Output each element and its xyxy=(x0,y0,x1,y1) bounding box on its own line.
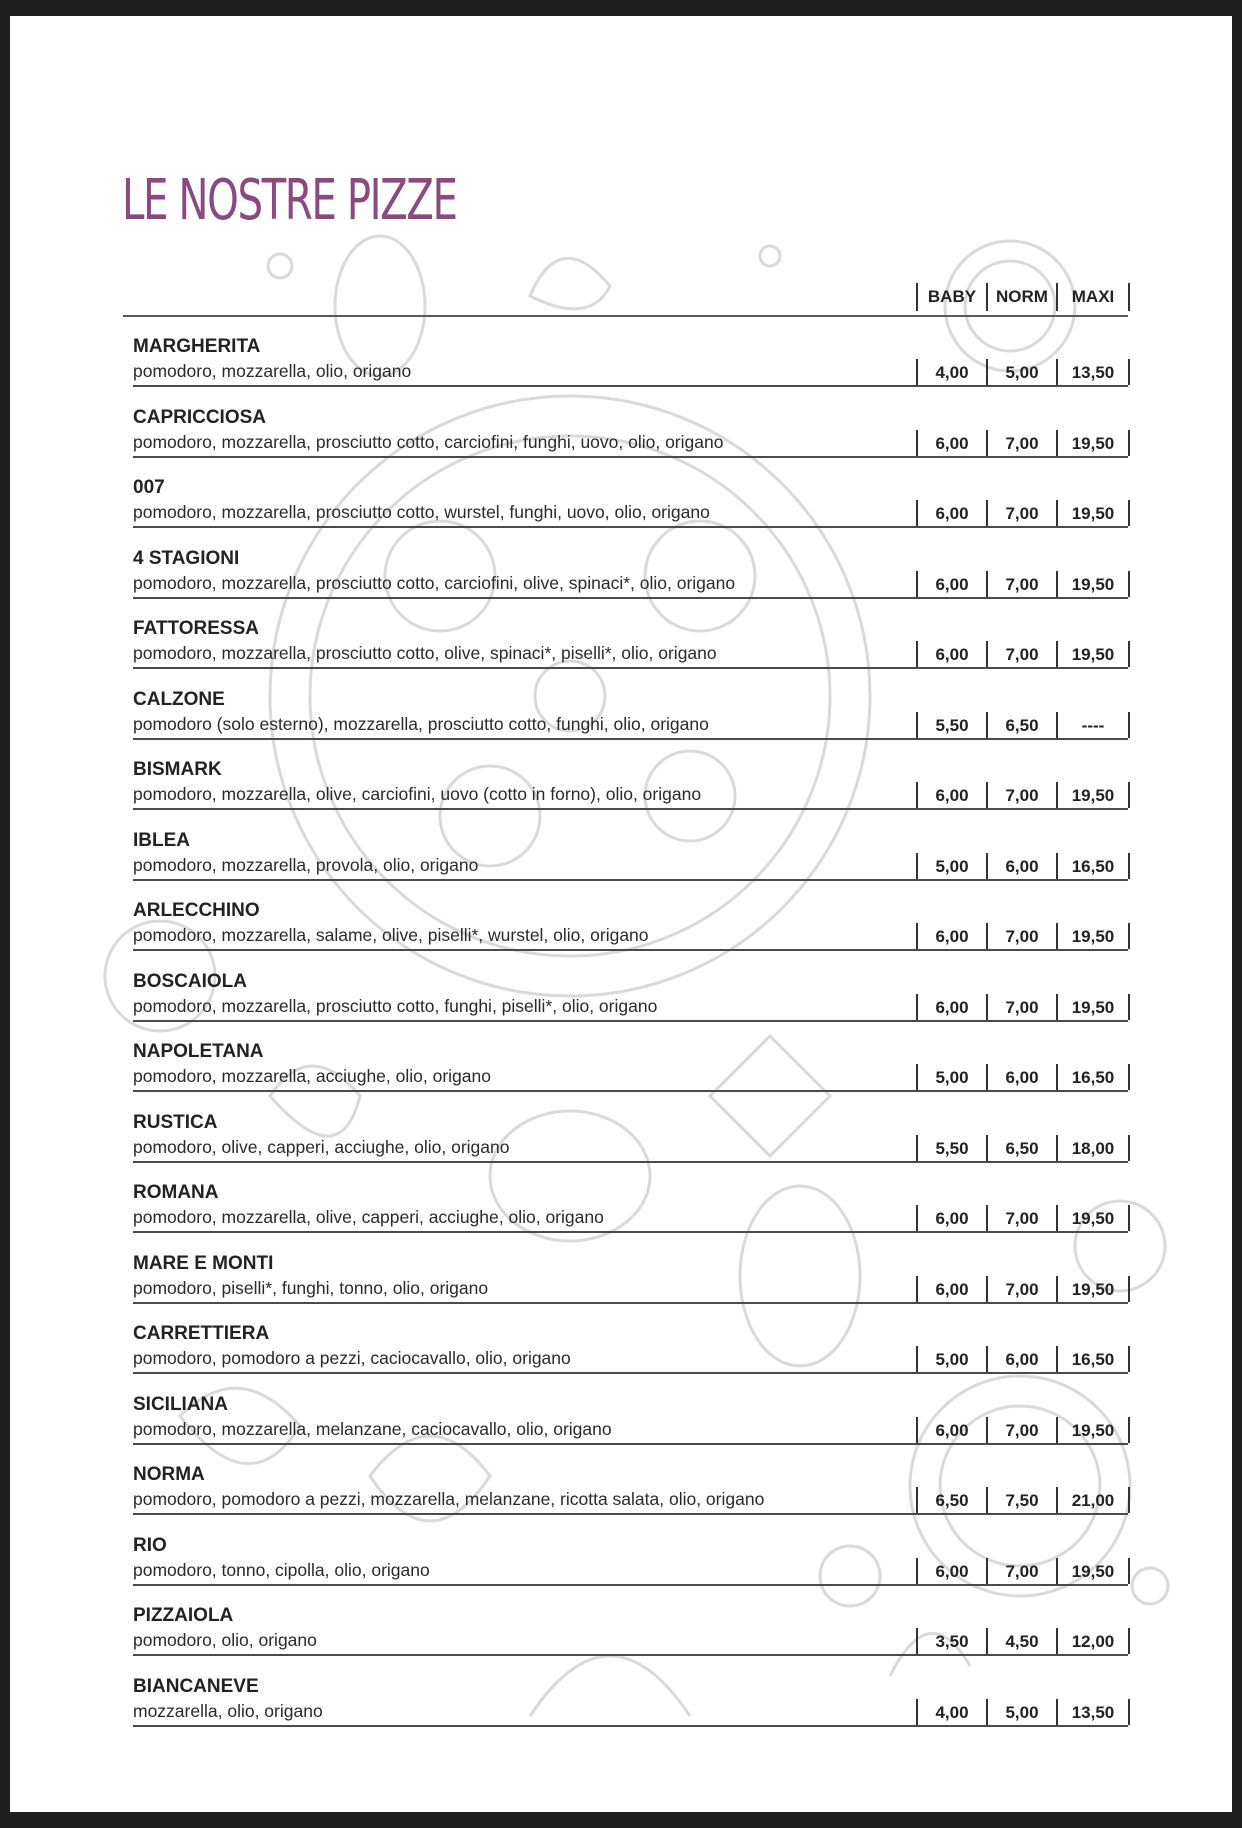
price-norm: 6,50 xyxy=(986,712,1056,738)
list-item xyxy=(123,1604,1128,1675)
pizza-name: NAPOLETANA xyxy=(133,1041,264,1062)
row-divider xyxy=(133,597,1128,599)
pizza-name: MARE E MONTI xyxy=(133,1252,274,1274)
row-divider xyxy=(133,949,1128,951)
pizza-ingredients: pomodoro, mozzarella, prosciutto cotto, carciofini, funghi, uovo, olio, origano xyxy=(133,431,724,452)
price-baby: 6,00 xyxy=(916,1276,986,1302)
price-maxi: 16,50 xyxy=(1056,1064,1130,1090)
price-norm: 7,00 xyxy=(986,994,1056,1020)
pizza-name: SICILIANA xyxy=(133,1393,228,1415)
row-divider xyxy=(133,879,1128,881)
price-maxi: 19,50 xyxy=(1056,641,1130,667)
price-baby: 4,00 xyxy=(916,1699,986,1725)
price-norm: 5,00 xyxy=(986,359,1056,385)
pizza-ingredients: pomodoro, mozzarella, prosciutto cotto, carciofini, olive, spinaci*, olio, origano xyxy=(133,572,736,593)
price-baby: 6,00 xyxy=(916,1417,986,1443)
price-norm: 7,00 xyxy=(986,782,1056,808)
price-baby: 5,00 xyxy=(916,1064,986,1090)
row-divider xyxy=(133,1372,1128,1374)
pizza-ingredients: pomodoro, mozzarella, acciughe, olio, origano xyxy=(133,1066,491,1086)
row-divider xyxy=(133,1654,1128,1656)
price-norm: 6,50 xyxy=(986,1135,1056,1161)
list-item xyxy=(123,758,1128,829)
list-item xyxy=(123,1111,1128,1182)
list-item xyxy=(123,476,1128,547)
row-divider xyxy=(133,808,1128,810)
column-header-norm: NORM xyxy=(986,283,1056,311)
price-maxi: 16,50 xyxy=(1056,1346,1130,1372)
price-maxi: 19,50 xyxy=(1056,500,1130,526)
page-title: LE NOSTRE PIZZE xyxy=(122,168,457,233)
row-divider xyxy=(133,1513,1128,1515)
price-baby: 6,00 xyxy=(916,1558,986,1584)
pizza-ingredients: pomodoro, mozzarella, olive, carciofini, uovo (cotto in forno), olio, origano xyxy=(133,784,702,804)
pizza-ingredients: pomodoro, mozzarella, olio, origano xyxy=(133,361,412,381)
column-header-baby: BABY xyxy=(916,283,986,311)
pizza-name: RIO xyxy=(133,1534,167,1556)
price-maxi: 19,50 xyxy=(1056,1205,1130,1231)
pizza-name: IBLEA xyxy=(133,829,190,851)
list-item xyxy=(123,899,1128,970)
price-maxi: 16,50 xyxy=(1056,853,1130,879)
list-item xyxy=(123,547,1128,618)
price-maxi: 19,50 xyxy=(1056,430,1130,456)
list-item xyxy=(123,1534,1128,1605)
price-baby: 6,50 xyxy=(916,1487,986,1513)
row-divider xyxy=(133,1302,1128,1304)
pizza-name: BIANCANEVE xyxy=(133,1675,259,1697)
row-divider xyxy=(133,1020,1128,1022)
pizza-name: PIZZAIOLA xyxy=(133,1605,234,1626)
list-item xyxy=(123,617,1128,688)
price-norm: 7,00 xyxy=(986,1276,1056,1302)
list-item xyxy=(123,1463,1128,1534)
list-item xyxy=(123,406,1128,477)
list-item xyxy=(123,1393,1128,1464)
price-header xyxy=(123,283,1128,317)
price-baby: 6,00 xyxy=(916,923,986,949)
pizza-name: NORMA xyxy=(133,1464,205,1485)
pizza-name: 4 STAGIONI xyxy=(133,547,240,569)
pizza-name: 007 xyxy=(133,477,165,498)
pizza-ingredients: pomodoro, mozzarella, salame, olive, piselli*, wurstel, olio, origano xyxy=(133,925,649,945)
price-maxi: 19,50 xyxy=(1056,1417,1130,1443)
row-divider xyxy=(133,1231,1128,1233)
list-item xyxy=(123,1040,1128,1111)
pizza-ingredients: pomodoro, olive, capperi, acciughe, olio, origano xyxy=(133,1136,510,1157)
row-divider xyxy=(133,1725,1128,1727)
pizza-name: MARGHERITA xyxy=(133,336,261,357)
pizza-name: BOSCAIOLA xyxy=(133,970,247,992)
price-maxi: ---- xyxy=(1056,712,1130,738)
pizza-ingredients: pomodoro, mozzarella, provola, olio, origano xyxy=(133,854,479,875)
price-baby: 6,00 xyxy=(916,500,986,526)
price-norm: 7,00 xyxy=(986,571,1056,597)
pizza-list xyxy=(123,335,1128,1745)
price-maxi: 19,50 xyxy=(1056,1558,1130,1584)
price-baby: 6,00 xyxy=(916,641,986,667)
price-norm: 5,00 xyxy=(986,1699,1056,1725)
pizza-ingredients: pomodoro, pomodoro a pezzi, mozzarella, melanzane, ricotta salata, olio, origano xyxy=(133,1489,765,1509)
price-maxi: 19,50 xyxy=(1056,923,1130,949)
price-norm: 4,50 xyxy=(986,1628,1056,1654)
pizza-name: BISMARK xyxy=(133,759,222,780)
price-norm: 7,00 xyxy=(986,1417,1056,1443)
price-maxi: 19,50 xyxy=(1056,1276,1130,1302)
price-maxi: 12,00 xyxy=(1056,1628,1130,1654)
price-baby: 6,00 xyxy=(916,782,986,808)
row-divider xyxy=(133,1584,1128,1586)
pizza-name: ROMANA xyxy=(133,1182,219,1203)
price-baby: 5,50 xyxy=(916,712,986,738)
row-divider xyxy=(133,526,1128,528)
pizza-ingredients: pomodoro, mozzarella, olive, capperi, acciughe, olio, origano xyxy=(133,1207,604,1227)
price-maxi: 19,50 xyxy=(1056,782,1130,808)
pizza-name: FATTORESSA xyxy=(133,618,259,639)
list-item xyxy=(123,688,1128,759)
pizza-name: CALZONE xyxy=(133,688,225,710)
price-baby: 5,00 xyxy=(916,1346,986,1372)
price-norm: 6,00 xyxy=(986,1346,1056,1372)
price-norm: 7,00 xyxy=(986,641,1056,667)
price-maxi: 13,50 xyxy=(1056,359,1130,385)
price-maxi: 21,00 xyxy=(1056,1487,1130,1513)
price-baby: 3,50 xyxy=(916,1628,986,1654)
price-norm: 7,00 xyxy=(986,1558,1056,1584)
row-divider xyxy=(133,385,1128,387)
menu-page xyxy=(10,16,1232,1812)
column-header-maxi: MAXI xyxy=(1056,283,1130,311)
price-maxi: 18,00 xyxy=(1056,1135,1130,1161)
pizza-name: RUSTICA xyxy=(133,1111,218,1133)
pizza-ingredients: pomodoro, tonno, cipolla, olio, origano xyxy=(133,1559,430,1580)
row-divider xyxy=(133,1090,1128,1092)
pizza-ingredients: pomodoro, pomodoro a pezzi, caciocavallo, olio, origano xyxy=(133,1348,571,1368)
pizza-ingredients: pomodoro, mozzarella, melanzane, caciocavallo, olio, origano xyxy=(133,1418,612,1439)
pizza-name: CAPRICCIOSA xyxy=(133,406,267,428)
row-divider xyxy=(133,667,1128,669)
price-norm: 7,00 xyxy=(986,500,1056,526)
list-item xyxy=(123,1181,1128,1252)
pizza-name: ARLECCHINO xyxy=(133,900,260,921)
pizza-name: CARRETTIERA xyxy=(133,1323,270,1344)
pizza-ingredients: pomodoro, mozzarella, prosciutto cotto, wurstel, funghi, uovo, olio, origano xyxy=(133,502,710,522)
list-item xyxy=(123,829,1128,900)
price-norm: 7,00 xyxy=(986,923,1056,949)
price-maxi: 19,50 xyxy=(1056,571,1130,597)
row-divider xyxy=(133,1443,1128,1445)
row-divider xyxy=(133,738,1128,740)
price-norm: 6,00 xyxy=(986,1064,1056,1090)
price-baby: 6,00 xyxy=(916,994,986,1020)
price-maxi: 13,50 xyxy=(1056,1699,1130,1725)
row-divider xyxy=(133,456,1128,458)
pizza-ingredients: pomodoro, piselli*, funghi, tonno, olio, origano xyxy=(133,1277,489,1298)
pizza-ingredients: pomodoro, mozzarella, prosciutto cotto, olive, spinaci*, piselli*, olio, origano xyxy=(133,643,717,663)
list-item xyxy=(123,335,1128,406)
list-item xyxy=(123,970,1128,1041)
pizza-ingredients: pomodoro, olio, origano xyxy=(133,1630,317,1650)
price-baby: 5,50 xyxy=(916,1135,986,1161)
price-baby: 6,00 xyxy=(916,1205,986,1231)
price-norm: 7,50 xyxy=(986,1487,1056,1513)
price-baby: 4,00 xyxy=(916,359,986,385)
list-item xyxy=(123,1322,1128,1393)
pizza-ingredients: pomodoro, mozzarella, prosciutto cotto, funghi, piselli*, olio, origano xyxy=(133,995,658,1016)
row-divider xyxy=(133,1161,1128,1163)
price-norm: 6,00 xyxy=(986,853,1056,879)
pizza-ingredients: mozzarella, olio, origano xyxy=(133,1700,323,1721)
list-item xyxy=(123,1252,1128,1323)
price-baby: 6,00 xyxy=(916,430,986,456)
price-maxi: 19,50 xyxy=(1056,994,1130,1020)
price-norm: 7,00 xyxy=(986,430,1056,456)
price-norm: 7,00 xyxy=(986,1205,1056,1231)
price-baby: 5,00 xyxy=(916,853,986,879)
price-baby: 6,00 xyxy=(916,571,986,597)
list-item xyxy=(123,1675,1128,1746)
pizza-ingredients: pomodoro (solo esterno), mozzarella, prosciutto cotto, funghi, olio, origano xyxy=(133,713,709,734)
